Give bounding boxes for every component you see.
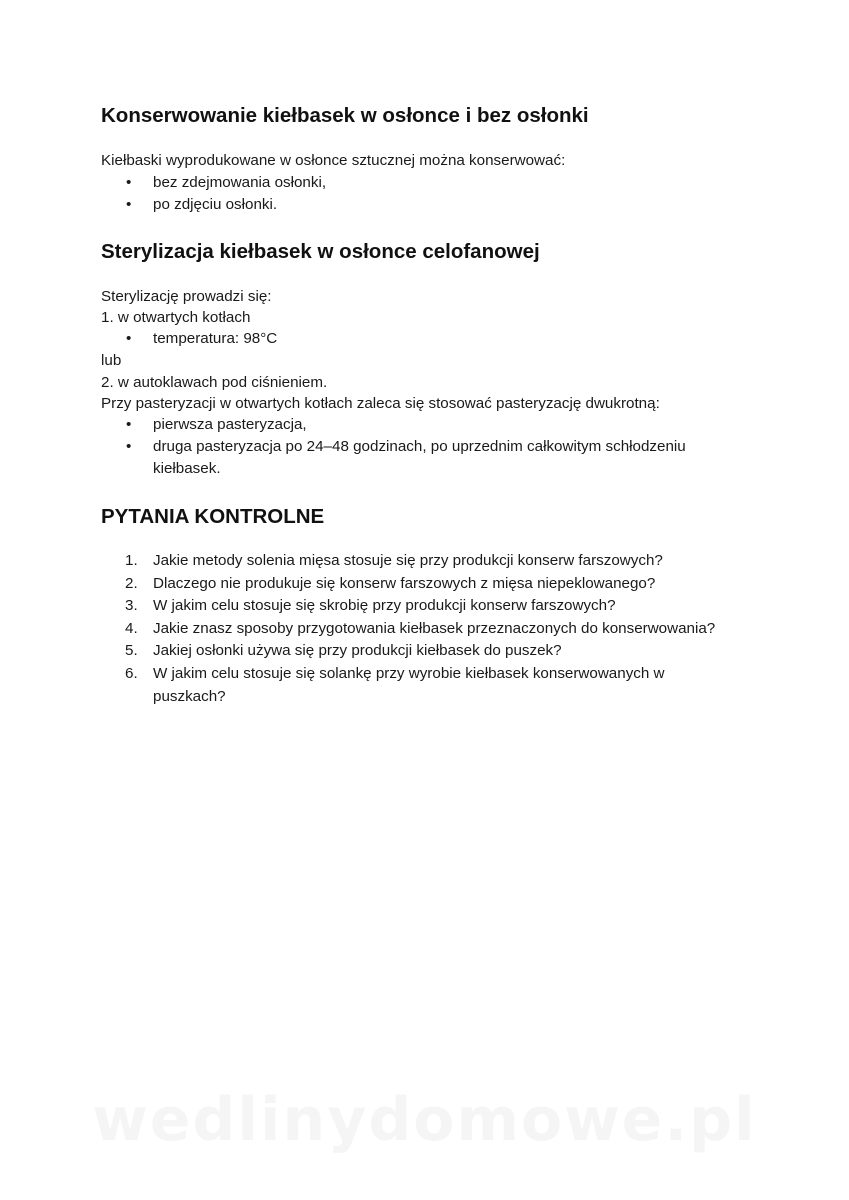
list-item: • temperatura: 98°C [101, 328, 741, 350]
sterilization-line-3: lub [101, 352, 122, 369]
question-item: 3. W jakim celu stosuje się skrobię przy produkcji konserw farszowych? [125, 597, 616, 615]
question-item: 6. W jakim celu stosuje się solankę przy wyrobie kiełbasek konserwowanych w puszkach? [125, 664, 665, 705]
section1-bullet-list [101, 172, 741, 216]
section-heading-questions: PYTANIA KONTROLNE [101, 505, 325, 528]
list-item: • pierwsza pasteryzacja, [101, 414, 741, 436]
list-item: • druga pasteryzacja po 24–48 godzinach, po uprzednim całkowitym schłodzeniu kiełbasek. [126, 438, 686, 477]
question-item: 4. Jakie znasz sposoby przygotowania kiełbasek przeznaczonych do konserwowania? [125, 619, 716, 637]
section1-intro: Kiełbaski wyprodukowane w osłonce sztucznej można konserwować: [101, 152, 566, 169]
bullet-icon: • [126, 196, 132, 213]
list-item: • po zdjęciu osłonki. [101, 194, 741, 216]
list-item: • bez zdejmowania osłonki, [101, 172, 741, 194]
section-heading-casing: Konserwowanie kiełbasek w osłonce i bez osłonki [101, 104, 589, 127]
bullet-icon: • [126, 174, 132, 191]
sterilization-line-1: Sterylizację prowadzi się: [101, 288, 272, 305]
temperature-bullet-list [101, 328, 741, 350]
bullet-icon: • [126, 330, 132, 347]
question-item: 1. Jakie metody solenia mięsa stosuje się przy produkcji konserw farszowych? [125, 552, 663, 569]
bullet-icon: • [126, 416, 132, 433]
watermark: wedlinydomowe.pl [92, 1085, 757, 1155]
sterilization-line-4: 2. w autoklawach pod ciśnieniem. [101, 374, 328, 391]
sterilization-line-2: 1. w otwartych kotłach [101, 309, 251, 326]
pasteurization-bullet-list [101, 414, 741, 480]
sterilization-line-5: Przy pasteryzacji w otwartych kotłach zaleca się stosować pasteryzację dwukrotną: [101, 395, 660, 412]
question-item: 2. Dlaczego nie produkuje się konserw farszowych z mięsa niepeklowanego? [125, 574, 656, 592]
question-item: 5. Jakiej osłonki używa się przy produkcji kiełbasek do puszek? [125, 642, 562, 660]
bullet-icon: • [126, 438, 132, 455]
questions-list [101, 550, 741, 708]
section-heading-sterilization: Sterylizacja kiełbasek w osłonce celofanowej [101, 240, 540, 263]
